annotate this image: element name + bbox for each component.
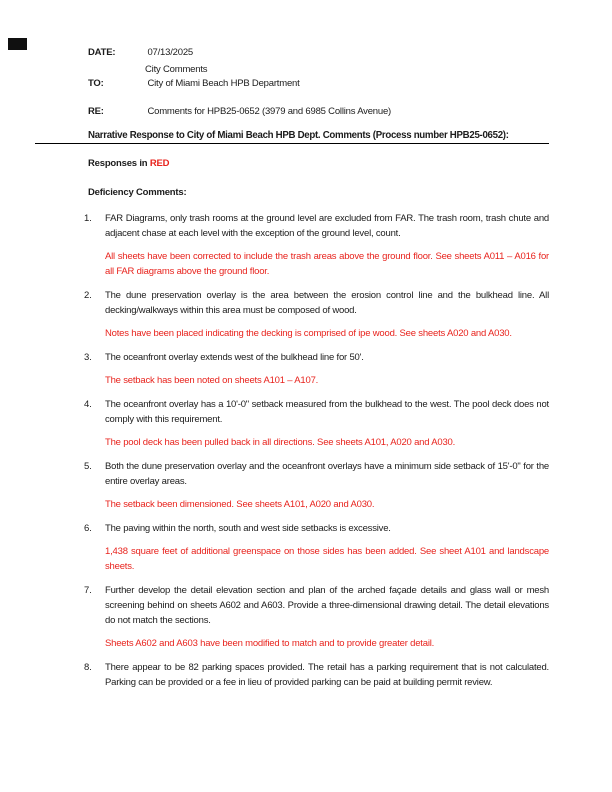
comment-row — [84, 211, 549, 249]
response-paragraph: Sheets A602 and A603 have been modified to match and to provide greater detail. — [105, 638, 435, 649]
list-item-number: 7. — [84, 585, 92, 596]
list-item — [84, 459, 549, 512]
comment-row — [84, 660, 549, 698]
response-paragraph: All sheets have been corrected to include the trash areas above the ground floor. See sheets A011 – A016 for all FAR diagrams above the ground floor. — [105, 251, 549, 277]
date-value: 07/13/2025 — [147, 47, 193, 58]
comment-paragraph: Both the dune preservation overlay and the oceanfront overlays have a minimum side setback of 15'-0" for the entire overlay areas. — [105, 461, 549, 487]
title-underline — [35, 143, 549, 144]
comment-row — [84, 583, 549, 636]
comment-paragraph: The oceanfront overlay extends west of the bulkhead line for 50'. — [105, 352, 364, 363]
response-paragraph: The pool deck has been pulled back in all directions. See sheets A101, A020 and A030. — [105, 437, 456, 448]
responses-note-highlight: RED — [149, 158, 170, 169]
list-item — [84, 211, 549, 279]
comment-paragraph: The oceanfront overlay has a 10'-0" setback measured from the bulkhead to the west. The pool deck does not comply with this requirement. — [105, 399, 549, 425]
date-row — [88, 45, 193, 60]
date-label: DATE: — [88, 47, 116, 58]
scan-artifact-mark — [8, 38, 27, 50]
comment-row — [84, 459, 549, 497]
responses-note — [88, 156, 169, 171]
list-item — [84, 660, 549, 698]
response-paragraph: The setback been dimensioned. See sheets A101, A020 and A030. — [105, 499, 375, 510]
comment-row — [84, 350, 549, 373]
list-item-number: 5. — [84, 461, 92, 472]
re-row — [88, 104, 391, 119]
list-item-number: 8. — [84, 662, 92, 673]
comment-paragraph: The paving within the north, south and west side setbacks is excessive. — [105, 523, 391, 534]
comment-row — [84, 521, 549, 544]
response-paragraph: Notes have been placed indicating the decking is comprised of ipe wood. See sheets A020 and A030. — [105, 328, 512, 339]
document-title: Narrative Response to City of Miami Beach HPB Dept. Comments (Process number HPB25-0652): — [88, 130, 509, 141]
comment-row — [84, 397, 549, 435]
list-item — [84, 583, 549, 651]
list-item — [84, 397, 549, 450]
comments-list — [84, 211, 549, 698]
to-label: TO: — [88, 78, 104, 89]
comment-paragraph: The dune preservation overlay is the area between the erosion control line and the bulkhead line. All decking/walkways within this area must be composed of wood. — [105, 290, 549, 316]
comment-row — [84, 288, 549, 326]
date-note: City Comments — [145, 64, 208, 75]
list-item — [84, 350, 549, 388]
list-item-number: 1. — [84, 213, 92, 224]
list-item — [84, 288, 549, 341]
list-item — [84, 521, 549, 574]
comment-paragraph: There appear to be 82 parking spaces provided. The retail has a parking requirement that is not calculated. Parking can be provided or a fee in lieu of provided parking can be paid at building permit review. — [105, 662, 549, 688]
re-value: Comments for HPB25-0652 (3979 and 6985 Collins Avenue) — [147, 106, 392, 117]
to-row — [88, 76, 300, 91]
list-item-number: 4. — [84, 399, 92, 410]
response-paragraph: The setback has been noted on sheets A101 – A107. — [105, 375, 319, 386]
list-item-number: 3. — [84, 352, 92, 363]
responses-note-prefix: Responses in — [88, 158, 150, 169]
date-note-row — [145, 62, 207, 77]
response-paragraph: 1,438 square feet of additional greenspace on those sides has been added. See sheet A101 and landscape sheets. — [105, 546, 549, 572]
deficiency-comments-heading: Deficiency Comments: — [88, 187, 187, 198]
comment-paragraph: FAR Diagrams, only trash rooms at the ground level are excluded from FAR. The trash room, trash chute and adjacent chase at each level with the exception of the ground level, count. — [105, 213, 549, 239]
comment-paragraph: Further develop the detail elevation section and plan of the arched façade details and glass wall or mesh screening behind on sheets A602 and A603. Provide a three-dimensional drawing detail. The detail elevations do not match the sections. — [105, 585, 549, 626]
list-item-number: 6. — [84, 523, 92, 534]
list-item-number: 2. — [84, 290, 92, 301]
re-label: RE: — [88, 106, 104, 117]
to-value: City of Miami Beach HPB Department — [147, 78, 300, 89]
